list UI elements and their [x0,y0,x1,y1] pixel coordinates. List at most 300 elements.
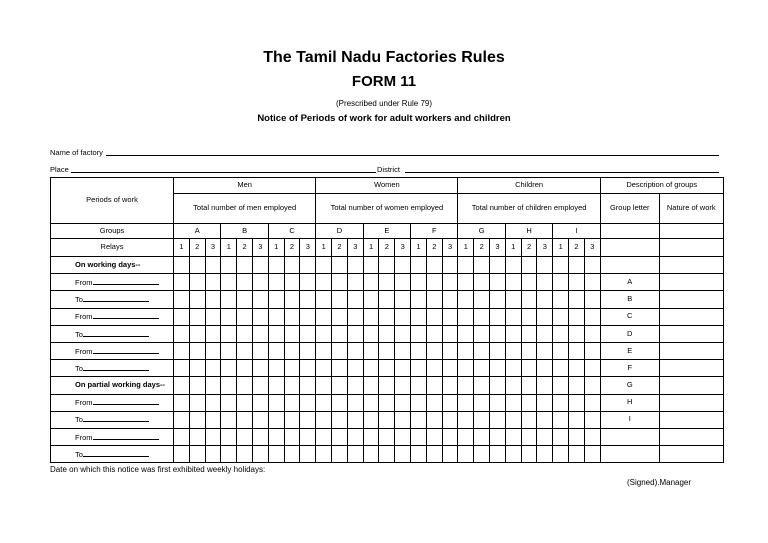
relay-cell[interactable] [284,446,300,463]
relay-cell[interactable] [332,308,348,325]
relay-cell[interactable] [268,308,284,325]
relay-cell[interactable] [205,377,221,394]
relay-cell[interactable] [426,446,442,463]
relay-cell[interactable] [189,274,205,291]
relay-cell[interactable] [521,428,537,445]
relay-cell[interactable] [458,377,474,394]
relay-cell[interactable] [174,342,190,359]
relay-cell[interactable] [505,360,521,377]
relay-cell[interactable] [300,257,316,274]
nature-of-work-cell[interactable] [659,411,723,428]
relay-cell[interactable] [363,325,379,342]
relay-cell[interactable] [205,360,221,377]
relay-cell[interactable] [395,291,411,308]
relay-cell[interactable] [521,360,537,377]
relay-cell[interactable] [300,411,316,428]
relay-cell[interactable] [505,257,521,274]
relay-cell[interactable] [474,411,490,428]
relay-cell[interactable] [284,342,300,359]
relay-cell[interactable] [300,360,316,377]
relay-cell[interactable] [474,360,490,377]
relay-cell[interactable] [237,342,253,359]
relay-cell[interactable] [237,411,253,428]
nature-of-work-cell[interactable] [659,428,723,445]
relay-cell[interactable] [584,257,600,274]
relay-cell[interactable] [553,257,569,274]
relay-cell[interactable] [379,411,395,428]
relay-cell[interactable] [268,377,284,394]
time-blank-line[interactable] [83,329,149,337]
relay-cell[interactable] [237,446,253,463]
relay-cell[interactable] [300,428,316,445]
relay-cell[interactable] [474,428,490,445]
relay-cell[interactable] [458,428,474,445]
relay-cell[interactable] [442,446,458,463]
relay-cell[interactable] [363,377,379,394]
relay-cell[interactable] [458,446,474,463]
relay-cell[interactable] [411,446,427,463]
relay-cell[interactable] [584,325,600,342]
relay-cell[interactable] [569,291,585,308]
relay-cell[interactable] [505,342,521,359]
relay-cell[interactable] [268,360,284,377]
time-blank-line[interactable] [93,346,159,354]
relay-cell[interactable] [174,411,190,428]
relay-cell[interactable] [300,377,316,394]
relay-cell[interactable] [411,325,427,342]
time-blank-line[interactable] [83,363,149,371]
relay-cell[interactable] [584,342,600,359]
relay-cell[interactable] [284,257,300,274]
relay-cell[interactable] [490,342,506,359]
relay-cell[interactable] [537,257,553,274]
relay-cell[interactable] [490,274,506,291]
relay-cell[interactable] [332,291,348,308]
relay-cell[interactable] [474,325,490,342]
relay-cell[interactable] [505,428,521,445]
relay-cell[interactable] [189,428,205,445]
relay-cell[interactable] [252,257,268,274]
relay-cell[interactable] [505,394,521,411]
relay-cell[interactable] [553,411,569,428]
relay-cell[interactable] [395,446,411,463]
nature-of-work-cell[interactable] [659,274,723,291]
relay-cell[interactable] [505,446,521,463]
relay-cell[interactable] [537,342,553,359]
relay-cell[interactable] [332,274,348,291]
relay-cell[interactable] [458,308,474,325]
relay-cell[interactable] [490,446,506,463]
relay-cell[interactable] [174,360,190,377]
relay-cell[interactable] [300,394,316,411]
relay-cell[interactable] [395,411,411,428]
relay-cell[interactable] [252,394,268,411]
time-blank-line[interactable] [93,311,159,319]
relay-cell[interactable] [284,325,300,342]
relay-cell[interactable] [442,257,458,274]
relay-cell[interactable] [268,342,284,359]
relay-cell[interactable] [237,274,253,291]
relay-cell[interactable] [332,411,348,428]
relay-cell[interactable] [174,291,190,308]
relay-cell[interactable] [252,342,268,359]
relay-cell[interactable] [189,291,205,308]
relay-cell[interactable] [553,428,569,445]
relay-cell[interactable] [490,411,506,428]
nature-of-work-cell[interactable] [659,394,723,411]
relay-cell[interactable] [584,446,600,463]
relay-cell[interactable] [537,446,553,463]
relay-cell[interactable] [252,325,268,342]
relay-cell[interactable] [347,257,363,274]
relay-cell[interactable] [174,377,190,394]
relay-cell[interactable] [268,411,284,428]
relay-cell[interactable] [363,360,379,377]
relay-cell[interactable] [553,342,569,359]
nature-of-work-cell[interactable] [659,377,723,394]
relay-cell[interactable] [316,274,332,291]
relay-cell[interactable] [363,394,379,411]
relay-cell[interactable] [379,342,395,359]
relay-cell[interactable] [205,342,221,359]
relay-cell[interactable] [490,394,506,411]
relay-cell[interactable] [426,291,442,308]
relay-cell[interactable] [395,377,411,394]
relay-cell[interactable] [221,446,237,463]
relay-cell[interactable] [474,274,490,291]
relay-cell[interactable] [221,274,237,291]
relay-cell[interactable] [569,360,585,377]
relay-cell[interactable] [569,257,585,274]
relay-cell[interactable] [553,274,569,291]
nature-of-work-cell[interactable] [659,446,723,463]
relay-cell[interactable] [426,325,442,342]
relay-cell[interactable] [395,342,411,359]
relay-cell[interactable] [316,394,332,411]
relay-cell[interactable] [237,257,253,274]
relay-cell[interactable] [300,342,316,359]
relay-cell[interactable] [363,342,379,359]
relay-cell[interactable] [379,291,395,308]
relay-cell[interactable] [395,394,411,411]
relay-cell[interactable] [426,428,442,445]
relay-cell[interactable] [584,274,600,291]
relay-cell[interactable] [442,360,458,377]
relay-cell[interactable] [205,325,221,342]
relay-cell[interactable] [521,291,537,308]
relay-cell[interactable] [363,428,379,445]
relay-cell[interactable] [474,308,490,325]
relay-cell[interactable] [268,325,284,342]
relay-cell[interactable] [474,377,490,394]
relay-cell[interactable] [411,394,427,411]
relay-cell[interactable] [300,308,316,325]
relay-cell[interactable] [332,394,348,411]
relay-cell[interactable] [490,291,506,308]
relay-cell[interactable] [237,360,253,377]
relay-cell[interactable] [458,360,474,377]
time-blank-line[interactable] [83,449,149,457]
relay-cell[interactable] [584,308,600,325]
relay-cell[interactable] [426,411,442,428]
time-blank-line[interactable] [93,432,159,440]
relay-cell[interactable] [442,342,458,359]
relay-cell[interactable] [174,394,190,411]
relay-cell[interactable] [205,308,221,325]
relay-cell[interactable] [584,428,600,445]
relay-cell[interactable] [537,308,553,325]
relay-cell[interactable] [553,291,569,308]
relay-cell[interactable] [584,291,600,308]
relay-cell[interactable] [395,257,411,274]
relay-cell[interactable] [205,257,221,274]
relay-cell[interactable] [189,308,205,325]
relay-cell[interactable] [205,446,221,463]
relay-cell[interactable] [347,291,363,308]
relay-cell[interactable] [284,411,300,428]
relay-cell[interactable] [221,291,237,308]
relay-cell[interactable] [569,394,585,411]
relay-cell[interactable] [569,308,585,325]
relay-cell[interactable] [379,394,395,411]
relay-cell[interactable] [237,291,253,308]
relay-cell[interactable] [521,342,537,359]
relay-cell[interactable] [205,428,221,445]
relay-cell[interactable] [252,291,268,308]
relay-cell[interactable] [237,377,253,394]
relay-cell[interactable] [490,325,506,342]
relay-cell[interactable] [458,257,474,274]
nature-of-work-cell[interactable] [659,291,723,308]
relay-cell[interactable] [189,257,205,274]
relay-cell[interactable] [221,342,237,359]
nature-of-work-cell[interactable] [659,257,723,274]
relay-cell[interactable] [442,394,458,411]
relay-cell[interactable] [300,446,316,463]
relay-cell[interactable] [537,291,553,308]
relay-cell[interactable] [458,394,474,411]
relay-cell[interactable] [268,428,284,445]
relay-cell[interactable] [316,257,332,274]
relay-cell[interactable] [189,411,205,428]
relay-cell[interactable] [284,274,300,291]
relay-cell[interactable] [268,274,284,291]
relay-cell[interactable] [205,394,221,411]
relay-cell[interactable] [584,360,600,377]
relay-cell[interactable] [347,342,363,359]
relay-cell[interactable] [537,360,553,377]
nature-of-work-cell[interactable] [659,342,723,359]
relay-cell[interactable] [284,394,300,411]
relay-cell[interactable] [411,257,427,274]
relay-cell[interactable] [252,411,268,428]
relay-cell[interactable] [221,308,237,325]
relay-cell[interactable] [347,274,363,291]
relay-cell[interactable] [363,308,379,325]
relay-cell[interactable] [300,325,316,342]
relay-cell[interactable] [316,377,332,394]
relay-cell[interactable] [395,428,411,445]
relay-cell[interactable] [347,377,363,394]
relay-cell[interactable] [237,325,253,342]
relay-cell[interactable] [363,446,379,463]
relay-cell[interactable] [569,342,585,359]
relay-cell[interactable] [284,291,300,308]
relay-cell[interactable] [584,411,600,428]
time-blank-line[interactable] [83,294,149,302]
relay-cell[interactable] [426,308,442,325]
relay-cell[interactable] [569,274,585,291]
relay-cell[interactable] [458,342,474,359]
relay-cell[interactable] [316,325,332,342]
relay-cell[interactable] [521,377,537,394]
relay-cell[interactable] [221,428,237,445]
relay-cell[interactable] [395,274,411,291]
relay-cell[interactable] [395,325,411,342]
relay-cell[interactable] [411,308,427,325]
relay-cell[interactable] [284,377,300,394]
relay-cell[interactable] [237,308,253,325]
relay-cell[interactable] [347,446,363,463]
relay-cell[interactable] [521,411,537,428]
relay-cell[interactable] [474,342,490,359]
nature-of-work-cell[interactable] [659,360,723,377]
relay-cell[interactable] [426,377,442,394]
relay-cell[interactable] [442,411,458,428]
relay-cell[interactable] [411,411,427,428]
relay-cell[interactable] [379,377,395,394]
relay-cell[interactable] [379,257,395,274]
relay-cell[interactable] [221,377,237,394]
relay-cell[interactable] [426,394,442,411]
relay-cell[interactable] [252,274,268,291]
relay-cell[interactable] [537,428,553,445]
time-blank-line[interactable] [83,414,149,422]
relay-cell[interactable] [316,411,332,428]
relay-cell[interactable] [537,411,553,428]
relay-cell[interactable] [553,377,569,394]
relay-cell[interactable] [505,325,521,342]
relay-cell[interactable] [300,291,316,308]
relay-cell[interactable] [316,428,332,445]
relay-cell[interactable] [490,428,506,445]
relay-cell[interactable] [490,377,506,394]
relay-cell[interactable] [411,428,427,445]
relay-cell[interactable] [458,274,474,291]
relay-cell[interactable] [316,360,332,377]
relay-cell[interactable] [569,446,585,463]
relay-cell[interactable] [237,394,253,411]
relay-cell[interactable] [537,394,553,411]
relay-cell[interactable] [363,274,379,291]
relay-cell[interactable] [300,274,316,291]
relay-cell[interactable] [553,446,569,463]
relay-cell[interactable] [174,274,190,291]
time-blank-line[interactable] [93,397,159,405]
relay-cell[interactable] [174,446,190,463]
relay-cell[interactable] [205,411,221,428]
relay-cell[interactable] [521,257,537,274]
relay-cell[interactable] [490,257,506,274]
relay-cell[interactable] [505,291,521,308]
relay-cell[interactable] [521,325,537,342]
relay-cell[interactable] [363,411,379,428]
relay-cell[interactable] [189,342,205,359]
district-line[interactable] [405,172,719,173]
relay-cell[interactable] [221,360,237,377]
relay-cell[interactable] [395,360,411,377]
relay-cell[interactable] [411,291,427,308]
relay-cell[interactable] [584,377,600,394]
relay-cell[interactable] [268,394,284,411]
factory-name-line[interactable] [106,155,719,156]
relay-cell[interactable] [569,428,585,445]
time-blank-line[interactable] [93,277,159,285]
relay-cell[interactable] [189,360,205,377]
nature-of-work-cell[interactable] [659,325,723,342]
relay-cell[interactable] [411,274,427,291]
relay-cell[interactable] [268,257,284,274]
relay-cell[interactable] [442,377,458,394]
relay-cell[interactable] [521,308,537,325]
relay-cell[interactable] [252,428,268,445]
relay-cell[interactable] [205,274,221,291]
relay-cell[interactable] [347,308,363,325]
relay-cell[interactable] [442,428,458,445]
relay-cell[interactable] [474,394,490,411]
relay-cell[interactable] [426,257,442,274]
relay-cell[interactable] [411,342,427,359]
relay-cell[interactable] [458,411,474,428]
relay-cell[interactable] [221,257,237,274]
relay-cell[interactable] [458,325,474,342]
relay-cell[interactable] [426,274,442,291]
relay-cell[interactable] [284,308,300,325]
relay-cell[interactable] [252,308,268,325]
relay-cell[interactable] [505,308,521,325]
relay-cell[interactable] [174,428,190,445]
relay-cell[interactable] [553,360,569,377]
relay-cell[interactable] [379,428,395,445]
relay-cell[interactable] [474,446,490,463]
relay-cell[interactable] [174,308,190,325]
relay-cell[interactable] [458,291,474,308]
relay-cell[interactable] [332,360,348,377]
relay-cell[interactable] [363,291,379,308]
relay-cell[interactable] [347,325,363,342]
relay-cell[interactable] [237,428,253,445]
relay-cell[interactable] [221,394,237,411]
relay-cell[interactable] [174,257,190,274]
place-line[interactable] [71,172,376,173]
relay-cell[interactable] [379,360,395,377]
relay-cell[interactable] [252,377,268,394]
relay-cell[interactable] [316,446,332,463]
relay-cell[interactable] [584,394,600,411]
relay-cell[interactable] [332,325,348,342]
relay-cell[interactable] [569,325,585,342]
relay-cell[interactable] [347,428,363,445]
relay-cell[interactable] [569,411,585,428]
relay-cell[interactable] [174,325,190,342]
relay-cell[interactable] [553,325,569,342]
relay-cell[interactable] [316,308,332,325]
relay-cell[interactable] [268,446,284,463]
relay-cell[interactable] [505,411,521,428]
relay-cell[interactable] [332,257,348,274]
relay-cell[interactable] [316,291,332,308]
relay-cell[interactable] [411,377,427,394]
